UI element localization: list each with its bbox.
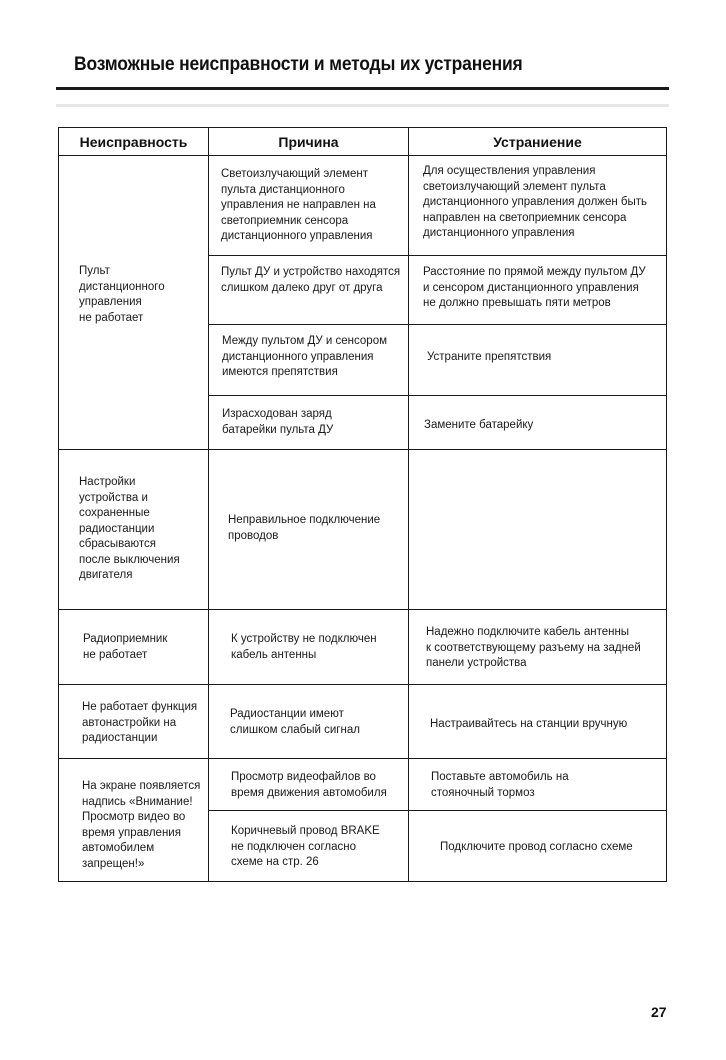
solution-text: Устраните препятствия [427, 351, 552, 363]
solution-text: Надежно подключите кабель антенны к соответствующему разъему на задней панели устройства [426, 626, 641, 669]
solution-cell [408, 449, 667, 610]
cause-text: Неправильное подключение проводов [228, 514, 381, 542]
cause-text: Радиостанции имеют слишком слабый сигнал [230, 708, 360, 736]
solution-text: Для осуществления управления светоизлучающий элемент пульта дистанционного управления должен быть направлен на светоприемник сенсора дистанционного управления [423, 165, 648, 239]
solution-text: Подключите провод согласно схеме [440, 841, 633, 853]
header-cause [208, 127, 409, 156]
problem-text: Пульт дистанционного управления не работает [79, 265, 165, 324]
header-solution [408, 127, 667, 156]
header-solution-label: Устраниение [493, 133, 582, 150]
solution-text: Поставьте автомобиль на стояночный тормоз [431, 771, 569, 799]
problem-text: Радиоприемник не работает [83, 633, 168, 661]
cause-text: Просмотр видеофайлов во время движения автомобиля [231, 771, 387, 799]
header-problem [58, 127, 209, 156]
header-cause-label: Причина [278, 133, 339, 150]
solution-text: Настраивайтесь на станции вручную [430, 718, 628, 730]
problem-text: Не работает функция автонастройки на радиостанции [82, 701, 198, 744]
cause-text: Пульт ДУ и устройство находятся слишком далеко друг от друга [221, 266, 401, 294]
problem-text: Настройки устройства и сохраненные радиостанции сбрасываются после выключения двигателя [79, 476, 180, 581]
page-title: Возможные неисправности и методы их устранения [74, 54, 523, 75]
troubleshooting-table [58, 127, 667, 882]
page-number: 27 [651, 1004, 667, 1020]
cause-text: Коричневый провод BRAKE не подключен согласно схеме на стр. 26 [231, 825, 380, 868]
cause-text: Светоизлучающий элемент пульта дистанционного управления не направлен на светоприемник сенсора дистанционного управления [221, 168, 376, 242]
cause-text: К устройству не подключен кабель антенны [231, 633, 377, 661]
title-rule [56, 87, 669, 90]
cause-text: Израсходован заряд батарейки пульта ДУ [222, 408, 334, 436]
title-rule-light [56, 104, 669, 107]
solution-text: Расстояние по прямой между пультом ДУ и сенсором дистанционного управления не должно превышать пяти метров [423, 266, 646, 309]
problem-text: На экране появляется надпись «Внимание! Просмотр видео во время управления автомобилем запрещен!» [82, 780, 201, 870]
solution-text: Замените батарейку [424, 419, 534, 431]
header-problem-label: Неисправность [79, 133, 188, 150]
cause-text: Между пультом ДУ и сенсором дистанционного управления имеются препятствия [222, 335, 387, 378]
